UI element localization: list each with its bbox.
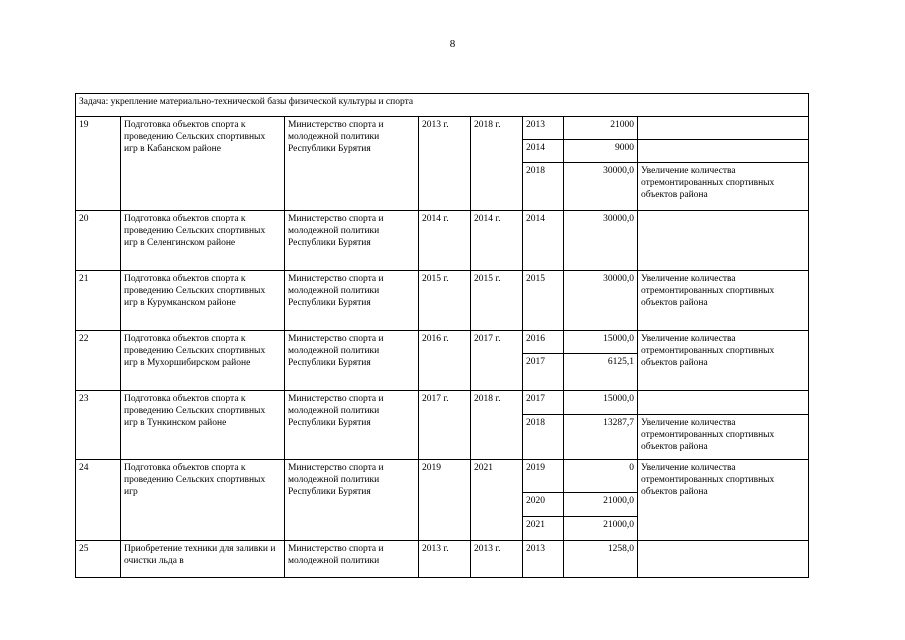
row-amount: 6125,1 <box>564 354 638 391</box>
row-executor: Министерство спорта и молодежной политики Республики Бурятия <box>285 460 419 541</box>
row-id: 22 <box>76 331 121 391</box>
row-year: 2013 <box>523 117 564 140</box>
row-year: 2017 <box>523 391 564 415</box>
row-year: 2021 <box>523 516 564 540</box>
row-start: 2013 г. <box>419 541 471 578</box>
row-amount: 21000 <box>564 117 638 140</box>
row-amount: 1258,0 <box>564 541 638 578</box>
row-year: 2018 <box>523 415 564 460</box>
row-start: 2017 г. <box>419 391 471 460</box>
row-result <box>638 541 809 578</box>
row-amount: 9000 <box>564 140 638 163</box>
row-amount: 30000,0 <box>564 211 638 271</box>
row-id: 21 <box>76 271 121 331</box>
task-header-row <box>76 94 809 117</box>
row-year: 2016 <box>523 331 564 354</box>
page-number: 8 <box>449 38 456 50</box>
row-amount: 21000,0 <box>564 516 638 540</box>
table-row <box>76 541 809 578</box>
row-year: 2014 <box>523 140 564 163</box>
row-end: 2017 г. <box>471 331 523 391</box>
row-year: 2018 <box>523 163 564 211</box>
row-executor: Министерство спорта и молодежной политики Республики Бурятия <box>285 391 419 460</box>
row-start: 2016 г. <box>419 331 471 391</box>
row-name: Приобретение техники для заливки и очистки льда в <box>121 541 285 578</box>
row-name: Подготовка объектов спорта к проведению Сельских спортивных игр в Мухоршибирском районе <box>121 331 285 391</box>
row-year: 2014 <box>523 211 564 271</box>
row-year: 2017 <box>523 354 564 391</box>
row-amount: 30000,0 <box>564 271 638 331</box>
row-amount: 0 <box>564 460 638 493</box>
table-row <box>76 391 809 415</box>
row-start: 2019 <box>419 460 471 541</box>
row-executor: Министерство спорта и молодежной политики <box>285 541 419 578</box>
row-result <box>638 117 809 140</box>
row-start: 2014 г. <box>419 211 471 271</box>
row-end: 2014 г. <box>471 211 523 271</box>
table-row <box>76 271 809 331</box>
row-executor: Министерство спорта и молодежной политики Республики Бурятия <box>285 211 419 271</box>
row-year: 2019 <box>523 460 564 493</box>
row-result: Увеличение количества отремонтированных спортивных объектов района <box>638 271 809 331</box>
row-year: 2015 <box>523 271 564 331</box>
row-end: 2015 г. <box>471 271 523 331</box>
row-id: 23 <box>76 391 121 460</box>
row-name: Подготовка объектов спорта к проведению Сельских спортивных игр <box>121 460 285 541</box>
row-year: 2013 <box>523 541 564 578</box>
row-result: Увеличение количества отремонтированных спортивных объектов района <box>638 331 809 391</box>
row-year: 2020 <box>523 492 564 516</box>
row-start: 2015 г. <box>419 271 471 331</box>
row-id: 25 <box>76 541 121 578</box>
row-id: 19 <box>76 117 121 211</box>
row-id: 24 <box>76 460 121 541</box>
row-name: Подготовка объектов спорта к проведению Сельских спортивных игр в Селенгинском районе <box>121 211 285 271</box>
row-amount: 15000,0 <box>564 331 638 354</box>
row-result <box>638 211 809 271</box>
row-executor: Министерство спорта и молодежной политики Республики Бурятия <box>285 271 419 331</box>
row-executor: Министерство спорта и молодежной политики Республики Бурятия <box>285 331 419 391</box>
row-amount: 15000,0 <box>564 391 638 415</box>
row-end: 2013 г. <box>471 541 523 578</box>
table-row <box>76 117 809 140</box>
row-name: Подготовка объектов спорта к проведению Сельских спортивных игр в Курумканском районе <box>121 271 285 331</box>
row-end: 2021 <box>471 460 523 541</box>
table-row <box>76 211 809 271</box>
table-row <box>76 460 809 493</box>
row-name: Подготовка объектов спорта к проведению Сельских спортивных игр в Тункинском районе <box>121 391 285 460</box>
row-result <box>638 391 809 415</box>
row-end: 2018 г. <box>471 117 523 211</box>
row-id: 20 <box>76 211 121 271</box>
row-amount: 21000,0 <box>564 492 638 516</box>
row-result: Увеличение количества отремонтированных спортивных объектов района <box>638 460 809 541</box>
table-row <box>76 331 809 354</box>
task-header: Задача: укрепление материально-технической базы физической культуры и спорта <box>76 94 809 117</box>
row-end: 2018 г. <box>471 391 523 460</box>
program-table <box>75 93 809 578</box>
row-result: Увеличение количества отремонтированных спортивных объектов района <box>638 163 809 211</box>
row-result: Увеличение количества отремонтированных спортивных объектов района <box>638 415 809 460</box>
row-start: 2013 г. <box>419 117 471 211</box>
row-amount: 30000,0 <box>564 163 638 211</box>
row-name: Подготовка объектов спорта к проведению Сельских спортивных игр в Кабанском районе <box>121 117 285 211</box>
row-executor: Министерство спорта и молодежной политики Республики Бурятия <box>285 117 419 211</box>
row-result <box>638 140 809 163</box>
row-amount: 13287,7 <box>564 415 638 460</box>
